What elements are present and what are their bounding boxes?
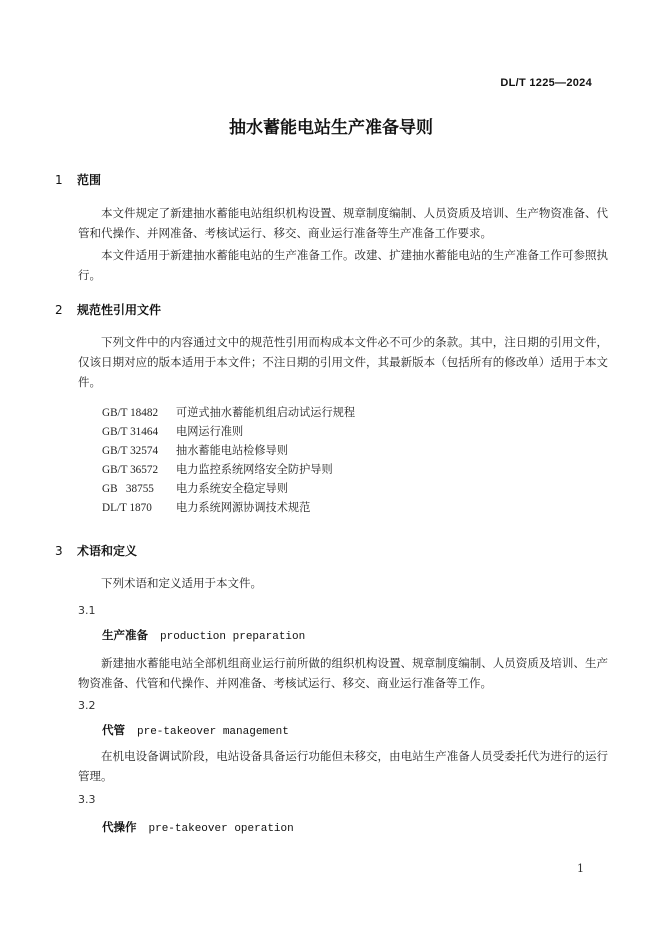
paragraph: 本文件规定了新建抽水蓄能电站组织机构设置、规章制度编制、人员资质及培训、生产物资准备、代管和代操作、并网准备、考核试运行、移交、商业运行准备等生产准备工作要求。 — [78, 206, 608, 240]
paragraph: 下列术语和定义适用于本文件。 — [101, 576, 262, 590]
term-definition: 新建抽水蓄能电站全部机组商业运行前所做的组织机构设置、规章制度编制、人员资质及培训、生产物资准备、代管和代操作、并网准备、考核试运行、移交、商业运行准备等工作。 — [78, 656, 608, 690]
reference-item — [102, 404, 355, 423]
standard-code: DL/T 1225—2024 — [500, 77, 592, 89]
reference-title: 抽水蓄能电站检修导则 — [176, 444, 288, 457]
paragraph: 下列文件中的内容通过文中的规范性引用而构成本文件必不可少的条款。其中，注日期的引用文件，仅该日期对应的版本适用于本文件；不注日期的引用文件，其最新版本（包括所有的修改单）适用于本文件。 — [78, 335, 608, 389]
term-chinese: 代管 — [102, 723, 125, 737]
reference-code: GB/T 36572 — [102, 464, 159, 476]
reference-item — [102, 461, 355, 480]
reference-item — [102, 442, 355, 461]
reference-code: DL/T 1870 — [102, 502, 152, 514]
section-heading-scope — [55, 171, 101, 188]
reference-title: 电力系统安全稳定导则 — [176, 482, 288, 495]
page-number: 1 — [577, 862, 584, 875]
section-number: 2 — [55, 303, 63, 317]
section-title: 规范性引用文件 — [77, 303, 162, 317]
term-english: pre-takeover operation — [148, 823, 294, 835]
reference-code: GB/T 18482 — [102, 407, 159, 419]
reference-title: 可逆式抽水蓄能机组启动试运行规程 — [176, 406, 356, 419]
term-english: production preparation — [160, 631, 306, 643]
section-heading-normative-references — [55, 301, 161, 318]
reference-code: GB/T 31464 — [102, 426, 159, 438]
term-english: pre-takeover management — [137, 726, 289, 738]
term-number: 3.3 — [78, 793, 96, 806]
section-title: 术语和定义 — [77, 544, 138, 558]
reference-code: GB 38755 — [102, 483, 154, 495]
term-number: 3.2 — [78, 699, 96, 712]
reference-item — [102, 499, 355, 518]
reference-title: 电力系统网源协调技术规范 — [176, 501, 311, 514]
term-definition: 在机电设备调试阶段，电站设备具备运行功能但未移交，由电站生产准备人员受委托代为进行的运行管理。 — [78, 749, 608, 783]
term-chinese: 生产准备 — [102, 628, 148, 642]
section-number: 3 — [55, 544, 63, 558]
section-heading-terms-and-definitions — [55, 542, 137, 559]
section-title: 范围 — [77, 173, 102, 187]
section-number: 1 — [55, 173, 63, 187]
reference-title: 电网运行准则 — [176, 425, 244, 438]
term-number: 3.1 — [78, 604, 96, 617]
reference-item — [102, 423, 355, 442]
reference-item — [102, 480, 355, 499]
reference-code: GB/T 32574 — [102, 445, 159, 457]
reference-list — [102, 404, 355, 518]
term-chinese: 代操作 — [102, 820, 137, 834]
term-entry — [102, 722, 289, 738]
term-entry — [102, 627, 305, 643]
paragraph: 本文件适用于新建抽水蓄能电站的生产准备工作。改建、扩建抽水蓄能电站的生产准备工作可参照执行。 — [78, 248, 608, 282]
document-title: 抽水蓄能电站生产准备导则 — [229, 118, 433, 138]
term-entry — [102, 819, 294, 835]
reference-title: 电力监控系统网络安全防护导则 — [176, 463, 333, 476]
